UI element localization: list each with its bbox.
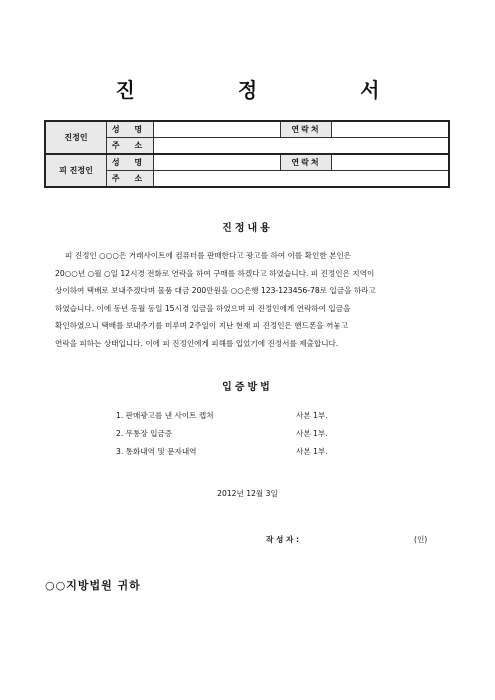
complainant-group-label: 진정인 [45,121,107,154]
body-line: 하였습니다. 이에 동년 동월 동일 15시경 입금을 하였으며 피 진정인에게 연락하여 입금을 [55,303,351,313]
court-addressee: ○○지방법원 귀하 [45,579,141,592]
respondent-name-label: 성 명 [107,154,154,171]
complainant-name-label: 성 명 [107,121,154,138]
complainant-contact-label: 연락처 [281,121,332,138]
body-line: 상이하여 택배로 보내주겠다며 물품 대금 200만원을 ○○은행 123-123456-78로 입금을 하라고 [55,286,376,296]
author-label: 작 성 자 : [266,535,299,544]
respondent-address-field[interactable] [154,171,450,188]
respondent-group-label: 피 진정인 [45,154,107,187]
respondent-contact-field[interactable] [332,154,450,171]
document-title: 진 정 서 [115,78,428,102]
evidence-item-label: 2. 무통장 입금증 [116,429,173,438]
complaint-body [55,247,445,353]
evidence-item-label: 1. 판매광고를 낸 사이트 캡쳐 [116,411,214,420]
body-line: 20○○년 ○월 ○일 12시경 전화로 연락을 하여 구매를 하겠다고 하였습니다. 피 진정인은 지역이 [55,268,375,278]
evidence-copy-count: 사본 1부. [296,429,328,438]
evidence-item-label: 3. 통화내역 및 문자내역 [116,447,197,456]
body-line: 피 진정인 ○○○은 거래사이트에 컴퓨터를 판매한다고 광고를 하여 이를 확인한 본인은 [65,251,352,260]
respondent-contact-label: 연락처 [281,154,332,171]
respondent-address-label: 주 소 [107,171,154,188]
complainant-address-label: 주 소 [107,138,154,155]
evidence-item [116,410,328,421]
evidence-heading: 입증방법 [222,382,273,393]
evidence-item [116,446,328,457]
body-line: 연락을 피하는 상태입니다. 이에 피 진정인에게 피해를 입었기에 진정서를 제출합니다. [55,338,339,348]
document-date: 2012년 12월 3일 [217,489,278,498]
complainant-contact-field[interactable] [332,121,450,138]
party-info-table [44,120,450,188]
evidence-copy-count: 사본 1부. [296,447,328,456]
evidence-copy-count: 사본 1부. [296,411,328,420]
seal-mark: (인) [414,535,428,544]
complainant-name-field[interactable] [154,121,281,138]
content-heading: 진정내용 [222,223,273,234]
respondent-name-field[interactable] [154,154,281,171]
evidence-item [116,428,328,439]
complainant-address-field[interactable] [154,138,450,155]
body-line: 확인하였으니 택배를 보내주기를 미루며 2주일이 지난 현재 피 진정인은 핸드폰을 꺼놓고 [55,321,349,331]
